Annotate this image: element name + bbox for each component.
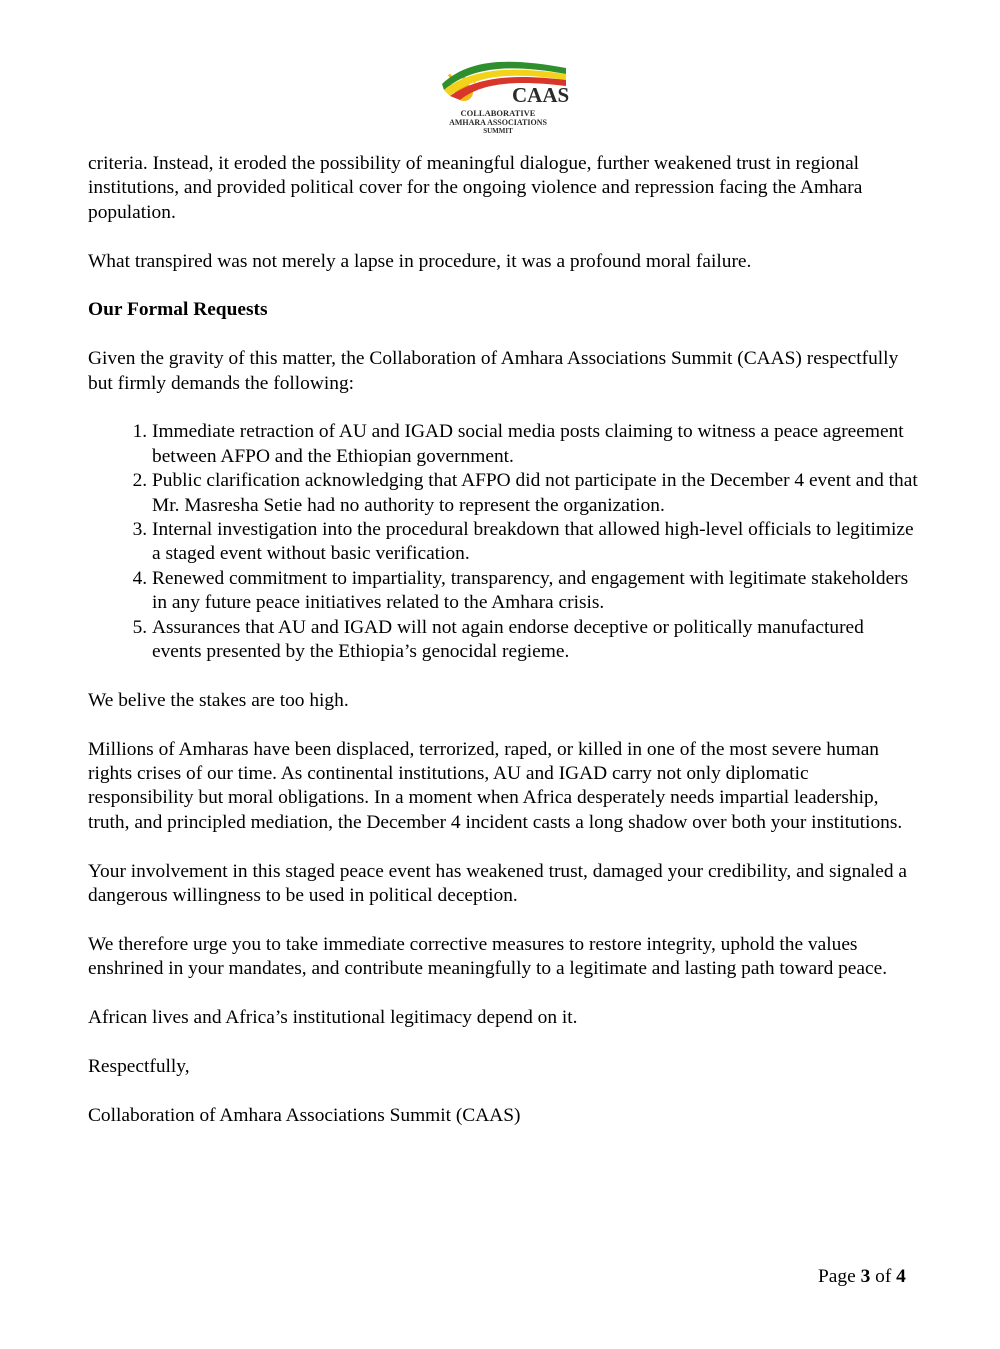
- logo-line2: AMHARA ASSOCIATIONS: [449, 118, 547, 127]
- paragraph-stakes: We belive the stakes are too high.: [88, 689, 349, 711]
- of-word: of: [875, 1266, 892, 1287]
- caas-logo-graphic: [420, 40, 576, 146]
- logo-line3: SUMMIT: [483, 127, 513, 135]
- page-number: [818, 1265, 906, 1289]
- logo-line1: COLLABORATIVE: [460, 108, 536, 118]
- request-item: 2. Public clarification acknowledging that AFPO did not participate in the December 4 event and that Mr. Masresha Setie had no authority to represent the organization.: [152, 469, 918, 518]
- paragraph-intro: criteria. Instead, it eroded the possibility of meaningful dialogue, further weakened trust in regional institutions, and provided political cover for the ongoing violence and repression facing the Amhara population.: [88, 153, 863, 223]
- heading-formal-requests: Our Formal Requests: [88, 299, 268, 321]
- requests-list: [88, 420, 918, 664]
- paragraph-involvement: Your involvement in this staged peace event has weakened trust, damaged your credibility, and signaled a dangerous willingness to be used in political deception.: [88, 860, 908, 907]
- signature: Collaboration of Amhara Associations Summit (CAAS): [88, 1104, 521, 1126]
- caas-logo: [420, 40, 576, 146]
- total-pages: 4: [896, 1266, 906, 1287]
- closing: Respectfully,: [88, 1055, 190, 1077]
- letter-body: [88, 152, 918, 1152]
- logo-acronym: CAAS: [512, 83, 570, 107]
- paragraph-african-lives: African lives and Africa’s institutional legitimacy depend on it.: [88, 1007, 578, 1029]
- paragraph-gravity: Given the gravity of this matter, the Collaboration of Amhara Associations Summit (CAAS) respectfully but firmly demands the following:: [88, 348, 899, 394]
- request-item: 4. Renewed commitment to impartiality, transparency, and engagement with legitimate stakeholders in any future peace initiatives related to the Amhara crisis.: [152, 567, 918, 616]
- paragraph-millions: Millions of Amharas have been displaced, terrorized, raped, or killed in one of the most severe human rights crises of our time. As continental institutions, AU and IGAD carry not only diplomatic responsibility but moral obligations. In a moment when Africa desperately needs impartial leadership, truth, and principled mediation, the December 4 incident casts a long shadow over both your institutions.: [88, 738, 903, 833]
- paragraph-urge: We therefore urge you to take immediate corrective measures to restore integrity, uphold the values enshrined in your mandates, and contribute meaningfully to a legitimate and lasting path toward peace.: [88, 933, 888, 980]
- page-word: Page: [818, 1266, 856, 1287]
- request-item: 5. Assurances that AU and IGAD will not again endorse deceptive or politically manufactured events presented by the Ethiopia’s genocidal regieme.: [152, 616, 918, 665]
- request-item: 1. Immediate retraction of AU and IGAD social media posts claiming to witness a peace agreement between AFPO and the Ethiopian government.: [152, 420, 918, 469]
- paragraph-moral-failure: What transpired was not merely a lapse in procedure, it was a profound moral failure.: [88, 250, 752, 272]
- current-page: 3: [860, 1266, 871, 1287]
- request-item: 3. Internal investigation into the procedural breakdown that allowed high-level officials to legitimize a staged event without basic verification.: [152, 518, 918, 567]
